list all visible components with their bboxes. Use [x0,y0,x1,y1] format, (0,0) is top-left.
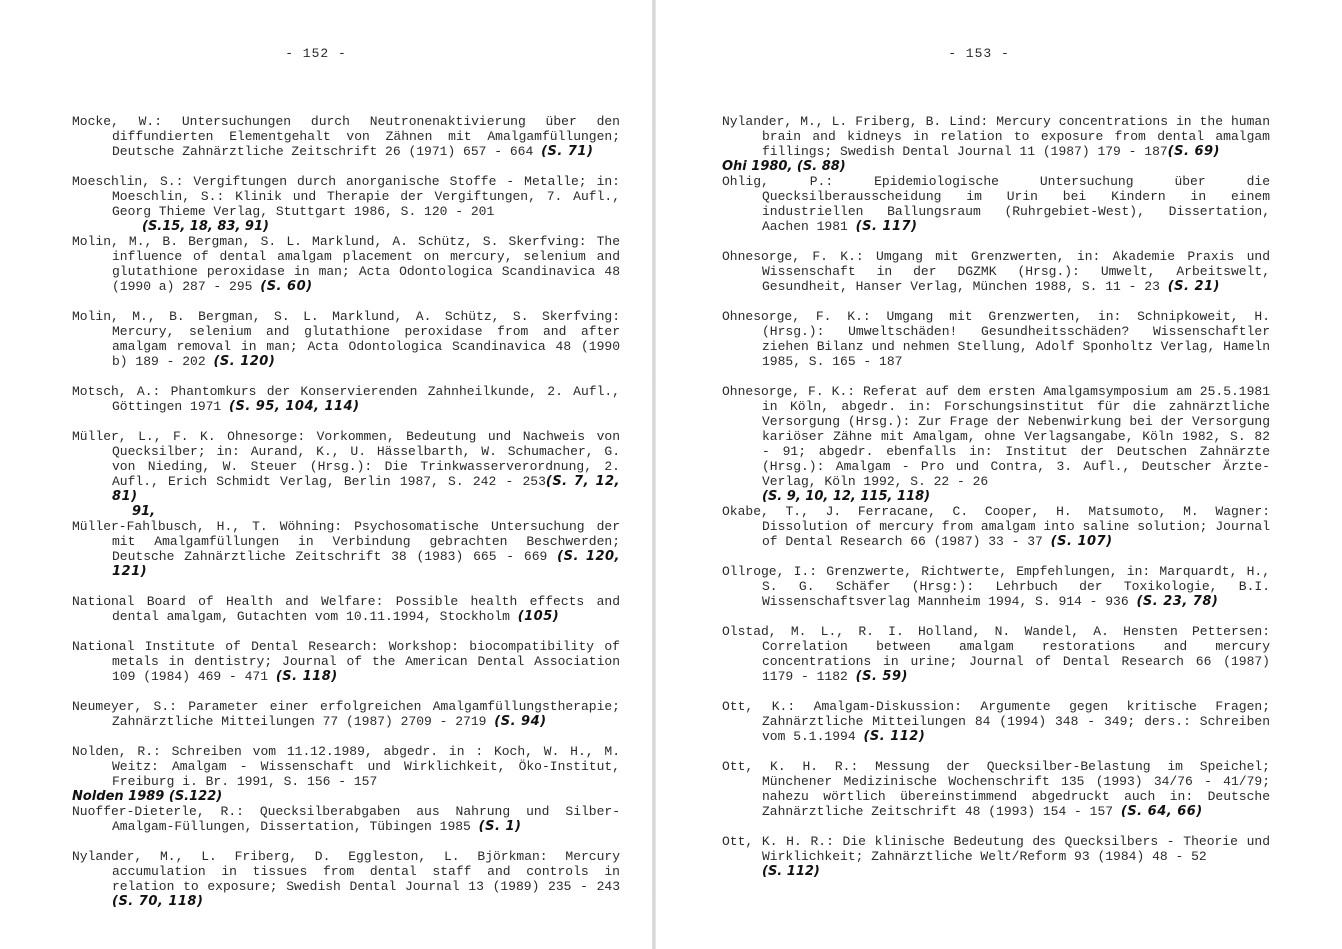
reference-entry [72,594,620,624]
reference-entry [72,234,620,294]
reference-text: Nylander, M., L. Friberg, D. Eggleston, L. Björkman: Mercury accumulation in tissues from dental staff and controls in relation to exposure; Swedish Dental Journal 13 (1989) 235 - 243 [72,849,620,894]
handwritten-page-note: (105) [517,609,560,624]
reference-text: Müller-Fahlbusch, H., T. Wöhning: Psychosomatische Untersuchung der mit Amalgamfüllungen in Verbindung gebrachten Beschwerden; Deutsche Zahnärztliche Zeitschrift 38 (1983) 665 - 669 [72,519,620,564]
handwritten-page-note: (S. 118) [275,669,338,684]
reference-text: Ott, K. H. R.: Messung der Quecksilber-Belastung im Speichel; Münchener Medizinische Wochenschrift 135 (1993) 34/76 - 41/79; nahezu wörtlich übereinstimmend abgedruckt auch in: Deutsche Zahnärztliche Zeitschrift 48 (1993) 154 - 157 [722,759,1270,819]
reference-text: Molin, M., B. Bergman, S. L. Marklund, A. Schütz, S. Skerfving: Mercury, selenium and glutathione peroxidase from and after amalgam removal in man; Acta Odontologica Scandinavica 48 (1990 b) 189 - 202 [72,309,620,369]
reference-entry [722,174,1270,234]
reference-text: Moeschlin, S.: Vergiftungen durch anorganische Stoffe - Metalle; in: Moeschlin, S.: Klinik und Therapie der Vergiftungen, 7. Aufl., Georg Thieme Verlag, Stuttgart 1986, S. 120 - 201 [72,174,620,219]
reference-text: Ohnesorge, F. K.: Umgang mit Grenzwerten, in: Schnipkoweit, H. (Hrsg.): Umweltschäden! Gesundheitsschäden? Wissenschaftler ziehen Bilanz und nehmen Stellung, Adolf Sponholtz Verlag, Hameln 1985, S. 165 - 187 [722,309,1270,369]
handwritten-page-note: (S. 120, 121) [112,549,620,579]
handwritten-page-note: (S. 71) [541,144,594,159]
reference-text: Ohnesorge, F. K.: Umgang mit Grenzwerten, in: Akademie Praxis und Wissenschaft in der DGZMK (Hrsg.): Umwelt, Arbeitswelt, Gesundheit, Hanser Verlag, München 1988, S. 11 - 23 [722,249,1270,294]
reference-text: Molin, M., B. Bergman, S. L. Marklund, A. Schütz, S. Skerfving: The influence of dental amalgam placement on mercury, selenium and glutathione peroxidase in man; Acta Odontologica Scandinavica 48 (1990 a) 287 - 295 [72,234,620,294]
reference-entry [722,309,1270,369]
handwritten-page-note: (S. 69) [1167,144,1220,159]
reference-entry [72,744,620,789]
reference-entry [722,834,1270,864]
handwritten-page-note: (S. 60) [260,279,313,294]
reference-text: Ott, K. H. R.: Die klinische Bedeutung des Quecksilbers - Theorie und Wirklichkeit; Zahnärztliche Welt/Reform 93 (1984) 48 - 52 [722,834,1270,864]
left-page [0,0,652,949]
handwritten-page-note: (S. 23, 78) [1136,594,1219,609]
handwritten-page-note: (S. 95, 104, 114) [229,399,360,414]
reference-entry [722,114,1270,159]
handwritten-page-note: Nolden 1989 (S.122) [72,789,223,804]
reference-entry [722,384,1270,489]
reference-text: Müller, L., F. K. Ohnesorge: Vorkommen, Bedeutung und Nachweis von Quecksilber; in: Aurand, K., U. Hässelbarth, W. Schumacher, G. von Nieding, W. Steuer (Hrsg.): Die Trinkwasserverordnung, 2. Aufl., Erich Schmidt Verlag, Berlin 1987, S. 242 - 253 [72,429,620,489]
reference-entry [722,504,1270,549]
reference-text: Nylander, M., L. Friberg, B. Lind: Mercury concentrations in the human brain and kidneys in relation to exposure from dental amalgam fillings; Swedish Dental Journal 11 (1987) 179 - 187 [722,114,1270,159]
reference-entry [722,624,1270,684]
reference-entry [722,249,1270,294]
reference-entry [72,699,620,729]
handwritten-page-note: (S. 1) [478,819,522,834]
handwritten-page-note: (S. 64, 66) [1120,804,1203,819]
handwritten-page-note: (S. 112) [863,729,926,744]
handwritten-page-note: (S. 117) [855,219,918,234]
handwritten-page-note: (S. 70, 118) [112,894,204,909]
reference-text: Ollroge, I.: Grenzwerte, Richtwerte, Empfehlungen, in: Marquardt, H., S. G. Schäfer (Hrsg:): Lehrbuch der Toxikologie, B.I. Wissenschaftsverlag Mannheim 1994, S. 914 - 936 [722,564,1270,609]
reference-text: Neumeyer, S.: Parameter einer erfolgreichen Amalgamfüllungstherapie; Zahnärztliche Mitteilungen 77 (1987) 2709 - 2719 [72,699,620,729]
reference-entry [72,639,620,684]
right-page [656,0,1342,949]
reference-entry [722,759,1270,819]
reference-entry [72,519,620,579]
reference-text: Ott, K.: Amalgam-Diskussion: Argumente gegen kritische Fragen; Zahnärztliche Mitteilungen 84 (1994) 348 - 349; ders.: Schreiben vom 5.1.1994 [722,699,1270,744]
reference-entry [72,174,620,219]
handwritten-page-note: (S. 59) [855,669,908,684]
handwritten-page-note: Ohi 1980, (S. 88) [722,159,846,174]
page-number: - 152 - [285,46,347,61]
reference-text: Motsch, A.: Phantomkurs der Konservierenden Zahnheilkunde, 2. Aufl., Göttingen 1971 [72,384,620,414]
reference-entry [722,564,1270,609]
handwritten-page-note: (S. 21) [1167,279,1220,294]
reference-text: Okabe, T., J. Ferracane, C. Cooper, H. Matsumoto, M. Wagner: Dissolution of mercury from amalgam into saline solution; Journal of Dental Research 66 (1987) 33 - 37 [722,504,1270,549]
reference-entry [72,114,620,159]
handwritten-page-note: (S. 112) [762,864,820,879]
reference-text: Olstad, M. L., R. I. Holland, N. Wandel, A. Hensten Pettersen: Correlation between amalgam restorations and mercury concentrations in urine; Journal of Dental Research 66 (1987) 1179 - 1182 [722,624,1270,684]
reference-text: Nolden, R.: Schreiben vom 11.12.1989, abgedr. in : Koch, W. H., M. Weitz: Amalgam - Wissenschaft und Wirklichkeit, Öko-Institut, Freiburg i. Br. 1991, S. 156 - 157 [72,744,620,789]
reference-text: Ohnesorge, F. K.: Referat auf dem ersten Amalgamsymposium am 25.5.1981 in Köln, abgedr. in: Forschungsinstitut für die zahnärztliche Versorgung (Hrsg.): Zur Frage der Nebenwirkung bei der Versorgung kariöser Zähne mit Amalgam, ohne Verlagsangabe, Köln 1982, S. 82 - 91; abgedr. ebenfalls in: Institut der Deutschen Zahnärzte (Hrsg.): Amalgam - Pro und Contra, 3. Aufl., Deutscher Ärzte-Verlag, Köln 1992, S. 22 - 26 [722,384,1270,489]
reference-entry [72,429,620,504]
handwritten-page-note: (S. 7, 12, 81) [112,474,620,504]
reference-entry [72,384,620,414]
handwritten-page-note: (S. 9, 10, 12, 115, 118) [762,489,931,504]
reference-list [722,114,1270,879]
handwritten-page-note: (S. 94) [494,714,547,729]
handwritten-page-note: (S.15, 18, 83, 91) [142,219,269,234]
reference-text: Nuoffer-Dieterle, R.: Quecksilberabgaben aus Nahrung und Silber-Amalgam-Füllungen, Dissertation, Tübingen 1985 [72,804,620,834]
handwritten-page-note: (S. 120) [213,354,276,369]
handwritten-page-note: (S. 107) [1050,534,1113,549]
reference-text: Ohlig, P.: Epidemiologische Untersuchung über die Quecksilberausscheidung im Urin bei Kindern in einem industriellen Ballungsraum (Ruhrgebiet-West), Dissertation, Aachen 1981 [722,174,1270,234]
reference-text: National Institute of Dental Research: Workshop: biocompatibility of metals in dentistry; Journal of the American Dental Association 109 (1984) 469 - 471 [72,639,620,684]
handwritten-page-note: 91, [132,504,156,519]
reference-entry [72,849,620,909]
page-number: - 153 - [948,46,1010,61]
reference-text: National Board of Health and Welfare: Possible health effects and dental amalgam, Gutachten vom 10.11.1994, Stockholm [72,594,620,624]
reference-entry [722,699,1270,744]
reference-entry [72,804,620,834]
reference-list [72,114,620,924]
reference-text: Mocke, W.: Untersuchungen durch Neutronenaktivierung über den diffundierten Elementgehalt von Zähnen mit Amalgamfüllungen; Deutsche Zahnärztliche Zeitschrift 26 (1971) 657 - 664 [72,114,620,159]
reference-entry [72,309,620,369]
